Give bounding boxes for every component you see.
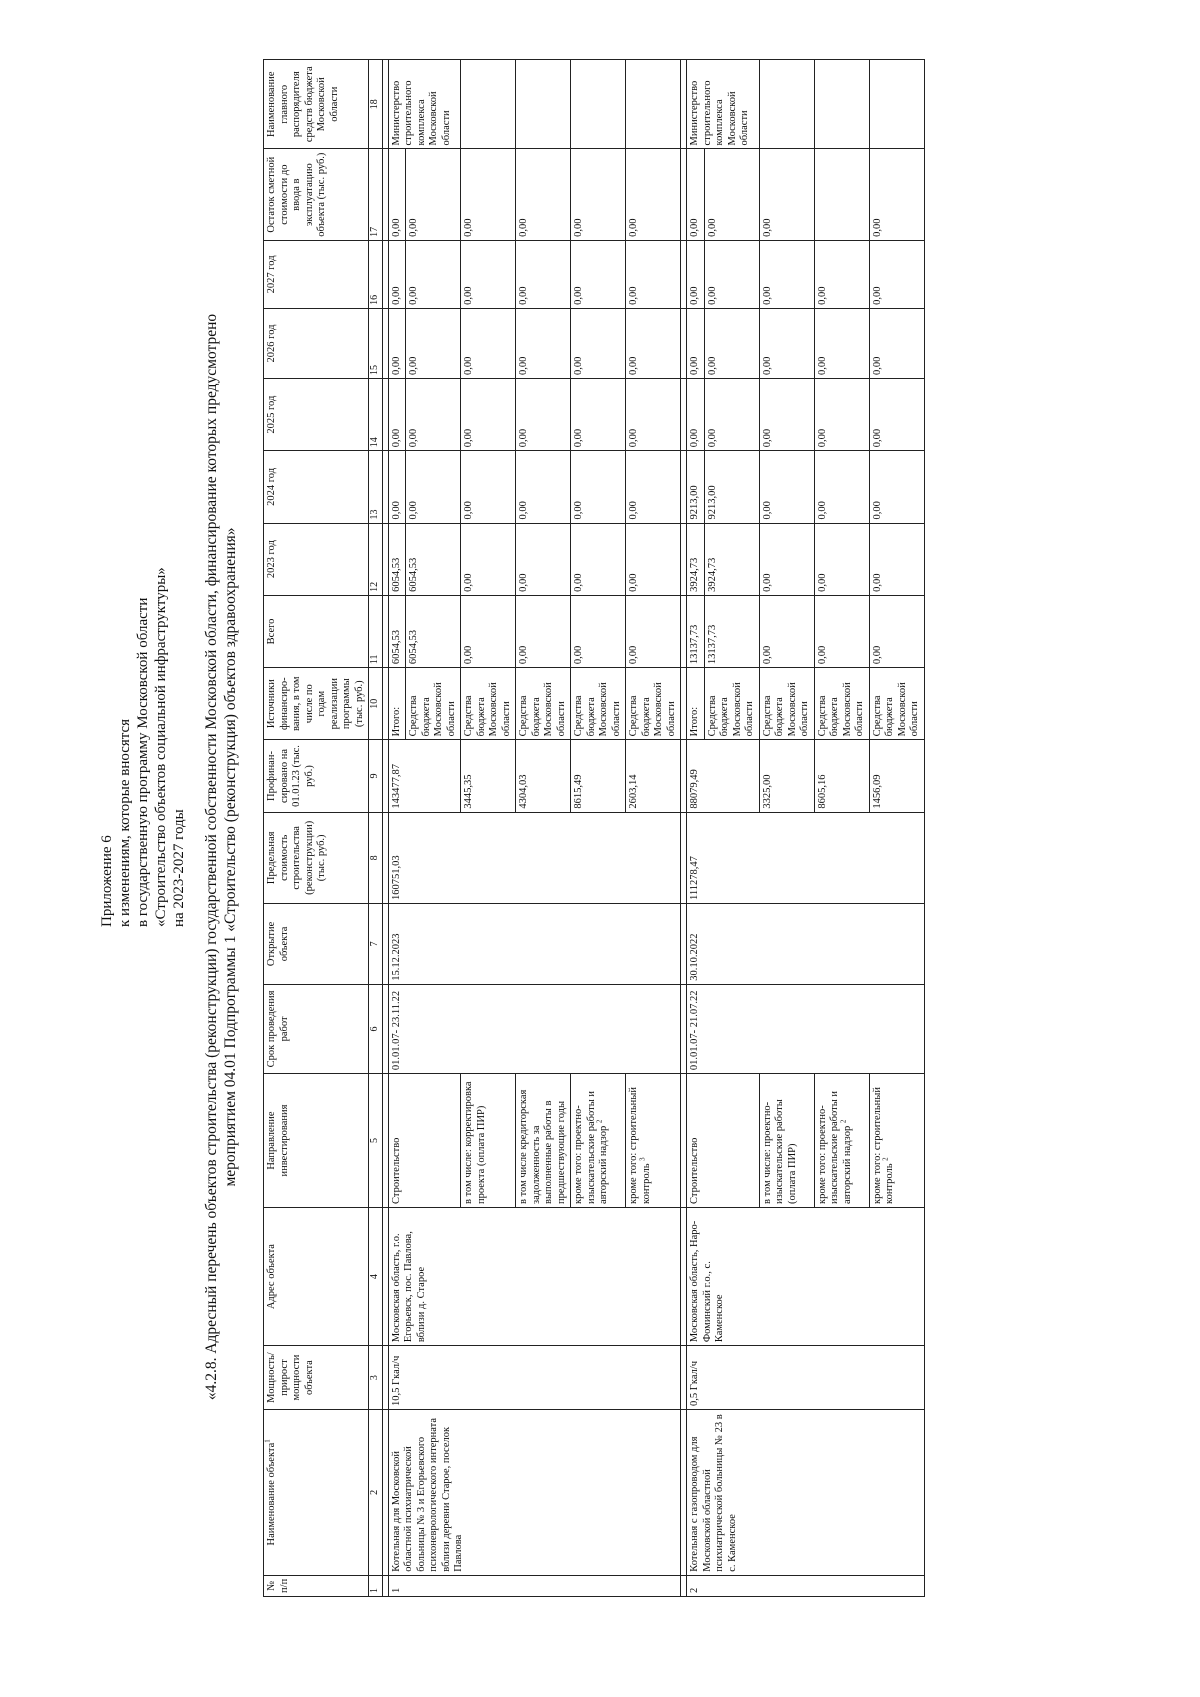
value-cell: 0,00: [869, 308, 924, 378]
value-cell: 0,00: [704, 308, 759, 378]
investment-direction: [516, 1074, 571, 1208]
col-header: Источники финансиро-вания, в том числе по годам реализации программы (тыс. руб.): [264, 668, 369, 740]
col-number: 13: [369, 451, 383, 523]
appendix-line: в государственную программу Московской области: [135, 597, 151, 927]
value-cell: 0,00: [704, 149, 759, 240]
value-cell: 6054,53: [406, 523, 461, 595]
financed-amount: 2603,14: [626, 740, 681, 812]
col-number: 18: [369, 60, 383, 149]
value-cell: 0,00: [626, 523, 681, 595]
funding-source: Средства бюджета Московской области: [869, 668, 924, 740]
value-cell: 0,00: [814, 523, 869, 595]
value-cell: 0,00: [626, 379, 681, 451]
value-cell: 0,00: [461, 379, 516, 451]
appendix-line: «Строительство объектов социальной инфраструктуры»: [153, 567, 169, 927]
value-cell: 0,00: [869, 451, 924, 523]
work-period: 01.01.07- 23.11.22: [388, 984, 681, 1073]
budget-manager-empty: [814, 60, 869, 149]
value-cell: 0,00: [571, 240, 626, 308]
value-cell: 0,00: [759, 240, 814, 308]
financed-amount: 88079,49: [687, 740, 760, 812]
value-cell: 0,00: [571, 379, 626, 451]
col-header: Профинан-сировано на 01.01.23 (тыс. руб.): [264, 740, 369, 812]
object-total-row: [687, 60, 705, 1597]
footnote-mark: 2: [595, 1119, 604, 1124]
investment-direction: [869, 1074, 924, 1208]
value-cell: 0,00: [869, 379, 924, 451]
col-header: Срок проведения работ: [264, 984, 369, 1073]
value-cell: 0,00: [759, 595, 814, 667]
document-title: [202, 147, 240, 1567]
value-cell: 0,00: [516, 308, 571, 378]
direction-text: в том числе: проектно-изыскательские работы (оплата ПИР): [761, 1099, 798, 1204]
col-header: Остаток сметной стоимости до ввода в эксплуатацию объекта (тыс. руб.): [264, 149, 369, 240]
appendix-line: Приложение 6: [99, 835, 115, 927]
col-header: № п/п: [264, 1575, 369, 1596]
direction-text: в том числе кредиторская задолженность за выполненные работы в предшествующие годы: [518, 1089, 567, 1204]
funding-source: Средства бюджета Московской области: [406, 668, 461, 740]
object-capacity: 10,5 Гкал/ч: [388, 1346, 681, 1410]
value-cell: 0,00: [388, 379, 406, 451]
col-header: Адрес объекта: [264, 1208, 369, 1346]
object-address: Московская область, Наро-Фоминский г.о., с. Каменское: [687, 1208, 925, 1346]
direction-text: кроме того: строительный контроль: [628, 1087, 652, 1204]
investment-direction: [571, 1074, 626, 1208]
value-cell: 0,00: [869, 595, 924, 667]
value-cell: 0,00: [814, 240, 869, 308]
col-header: Всего: [264, 595, 369, 667]
value-cell: 9213,00: [687, 451, 705, 523]
financed-amount: 143477,87: [388, 740, 461, 812]
col-number: 4: [369, 1208, 383, 1346]
value-cell: 9213,00: [704, 451, 759, 523]
object-number: 2: [687, 1575, 925, 1596]
financed-amount: 8605,16: [814, 740, 869, 812]
value-cell: 0,00: [759, 379, 814, 451]
funding-source: Средства бюджета Московской области: [814, 668, 869, 740]
work-period: 01.01.07- 21.07.22: [687, 984, 925, 1073]
value-cell: 0,00: [626, 240, 681, 308]
object-name: Котельная с газопроводом для Московской областной психиатрической больницы № 23 в с. Каменское: [687, 1409, 925, 1575]
value-cell: 6054,53: [388, 595, 406, 667]
direction-text: кроме того: проектно-изыскательские работы и авторский надзор: [573, 1090, 609, 1204]
financed-amount: 4304,03: [516, 740, 571, 812]
col-number: 6: [369, 984, 383, 1073]
value-cell: 0,00: [687, 308, 705, 378]
value-cell: 0,00: [516, 149, 571, 240]
col-header: 2025 год: [264, 379, 369, 451]
value-cell: 0,00: [406, 308, 461, 378]
value-cell: 0,00: [687, 240, 705, 308]
budget-manager: Министерство строительного комплекса Московской области: [388, 60, 461, 149]
budget-manager-empty: [869, 60, 924, 149]
value-cell: 0,00: [571, 595, 626, 667]
value-cell: 0,00: [704, 379, 759, 451]
col-header: Наименование главного распорядителя средств бюджета Московской области: [264, 60, 369, 149]
funding-source: Средства бюджета Московской области: [516, 668, 571, 740]
title-line-2: мероприятием 04.01 Подпрограммы 1 «Строительство (реконструкция) объектов здравоохранения»: [222, 527, 239, 1187]
col-header: 2023 год: [264, 523, 369, 595]
value-cell: 3924,73: [687, 523, 705, 595]
appendix-line: на 2023-2027 годы: [171, 809, 187, 927]
budget-manager: Министерство строительного комплекса Московской области: [687, 60, 760, 149]
appendix-header: [98, 567, 188, 927]
footnote-mark: 2: [881, 1157, 890, 1161]
budget-manager-empty: [571, 60, 626, 149]
direction-text: кроме того: проектно-изыскательские работы и авторский надзор: [816, 1090, 853, 1204]
investment-direction: [626, 1074, 681, 1208]
value-cell: 0,00: [759, 308, 814, 378]
title-line-1: «4.2.8. Адресный перечень объектов строительства (реконструкции) государственной собственности Московской области, финансирование которых предусмотрено: [203, 313, 220, 1401]
investment-direction: Строительство: [388, 1074, 461, 1208]
value-cell: 0,00: [406, 240, 461, 308]
value-cell: 0,00: [406, 451, 461, 523]
col-header: Мощность/ прирост мощности объекта: [264, 1346, 369, 1410]
value-cell: 0,00: [626, 451, 681, 523]
col-header: 2026 год: [264, 308, 369, 378]
opening-date: 15.12.2023: [388, 904, 681, 985]
value-cell: 0,00: [814, 451, 869, 523]
value-cell: 0,00: [516, 379, 571, 451]
limit-cost: 111278,47: [687, 812, 925, 903]
col-header: Направление инвестирования: [264, 1074, 369, 1208]
footnote-mark: 3: [638, 1157, 646, 1161]
column-number-row: [369, 60, 383, 1597]
col-number: 3: [369, 1346, 383, 1410]
value-cell: 13137,73: [704, 595, 759, 667]
header-row: [264, 60, 369, 1597]
investment-direction: [814, 1074, 869, 1208]
financed-amount: 3445,35: [461, 740, 516, 812]
footnote-mark: 2: [839, 1119, 847, 1124]
value-cell: 0,00: [388, 240, 406, 308]
funding-source: Итого:: [687, 668, 705, 740]
value-cell: 0,00: [687, 379, 705, 451]
value-cell: 0,00: [516, 595, 571, 667]
value-cell: 0,00: [461, 523, 516, 595]
col-header: Предельная стоимость строительства (реконструкции) (тыс. руб.): [264, 812, 369, 903]
financed-amount: 1456,09: [869, 740, 924, 812]
budget-manager-empty: [759, 60, 814, 149]
value-cell: 0,00: [461, 149, 516, 240]
value-cell: 0,00: [814, 595, 869, 667]
value-cell: 0,00: [626, 308, 681, 378]
value-cell: 0,00: [461, 240, 516, 308]
funding-source: Средства бюджета Московской области: [759, 668, 814, 740]
value-cell: 13137,73: [687, 595, 705, 667]
funding-source: Средства бюджета Московской области: [626, 668, 681, 740]
value-cell: 0,00: [406, 379, 461, 451]
budget-manager-empty: [461, 60, 516, 149]
col-number: 16: [369, 240, 383, 308]
objects-table: [263, 59, 925, 1597]
object-number: 1: [388, 1575, 681, 1596]
col-number: 15: [369, 308, 383, 378]
object-address: Московская область, г.о. Егорьевск, пос. Павлова, вблизи д. Старое: [388, 1208, 681, 1346]
col-header: Открытие объекта: [264, 904, 369, 985]
value-cell: 0,00: [759, 451, 814, 523]
value-cell: 0,00: [516, 451, 571, 523]
value-cell: 0,00: [388, 308, 406, 378]
col-header: Наименование объекта$^1$: [264, 1409, 369, 1575]
value-cell: 0,00: [759, 149, 814, 240]
value-cell: 0,00: [814, 308, 869, 378]
col-number: 11: [369, 595, 383, 667]
col-number: 1: [369, 1575, 383, 1596]
col-header: 2024 год: [264, 451, 369, 523]
funding-source: Средства бюджета Московской области: [704, 668, 759, 740]
object-total-row: [388, 60, 406, 1597]
col-number: 10: [369, 668, 383, 740]
col-number: 5: [369, 1074, 383, 1208]
value-cell: 0,00: [461, 595, 516, 667]
direction-text: кроме того: строительный контроль: [871, 1087, 895, 1204]
value-cell: 6054,53: [388, 523, 406, 595]
value-cell: 0,00: [571, 149, 626, 240]
budget-manager-empty: [626, 60, 681, 149]
value-cell: 0,00: [388, 451, 406, 523]
col-number: 9: [369, 740, 383, 812]
value-cell: 0,00: [869, 240, 924, 308]
value-cell: 3924,73: [704, 523, 759, 595]
limit-cost: 160751,03: [388, 812, 681, 903]
col-number: 8: [369, 812, 383, 903]
value-cell: 0,00: [687, 149, 705, 240]
investment-direction: [461, 1074, 516, 1208]
value-cell: 0,00: [626, 149, 681, 240]
investment-direction: [759, 1074, 814, 1208]
financed-amount: 3325,00: [759, 740, 814, 812]
value-cell: 0,00: [626, 595, 681, 667]
funding-source: Итого:: [388, 668, 406, 740]
col-number: 7: [369, 904, 383, 985]
value-cell: 0,00: [571, 451, 626, 523]
appendix-line: к изменениям, которые вносятся: [117, 718, 133, 927]
value-cell: 0,00: [869, 523, 924, 595]
value-cell: 0,00: [869, 149, 924, 240]
object-capacity: 0,5 Гкал/ч: [687, 1346, 925, 1410]
value-cell: 0,00: [571, 308, 626, 378]
financed-amount: 8615,49: [571, 740, 626, 812]
value-cell: 0,00: [759, 523, 814, 595]
value-cell: 0,00: [704, 240, 759, 308]
object-name: Котельная для Московской областной психиатрической больницы № 3 и Егорьевского психоневрологического интерната вблизи деревни Старое, поселок Павлова: [388, 1409, 681, 1575]
value-cell: 0,00: [461, 451, 516, 523]
value-cell: 0,00: [388, 149, 406, 240]
investment-direction: Строительство: [687, 1074, 760, 1208]
col-number: 14: [369, 379, 383, 451]
col-number: 2: [369, 1409, 383, 1575]
value-cell: [814, 149, 869, 240]
opening-date: 30.10.2022: [687, 904, 925, 985]
value-cell: 0,00: [516, 240, 571, 308]
funding-source: Средства бюджета Московской области: [571, 668, 626, 740]
direction-text: в том числе: корректировка проекта (оплата ПИР): [463, 1081, 487, 1204]
value-cell: 0,00: [406, 149, 461, 240]
value-cell: 0,00: [571, 523, 626, 595]
value-cell: 0,00: [461, 308, 516, 378]
value-cell: 0,00: [814, 379, 869, 451]
col-header: 2027 год: [264, 240, 369, 308]
funding-source: Средства бюджета Московской области: [461, 668, 516, 740]
footnote-mark: 1: [263, 1439, 272, 1443]
budget-manager-empty: [516, 60, 571, 149]
col-number: 17: [369, 149, 383, 240]
col-number: 12: [369, 523, 383, 595]
value-cell: 6054,53: [406, 595, 461, 667]
value-cell: 0,00: [516, 523, 571, 595]
